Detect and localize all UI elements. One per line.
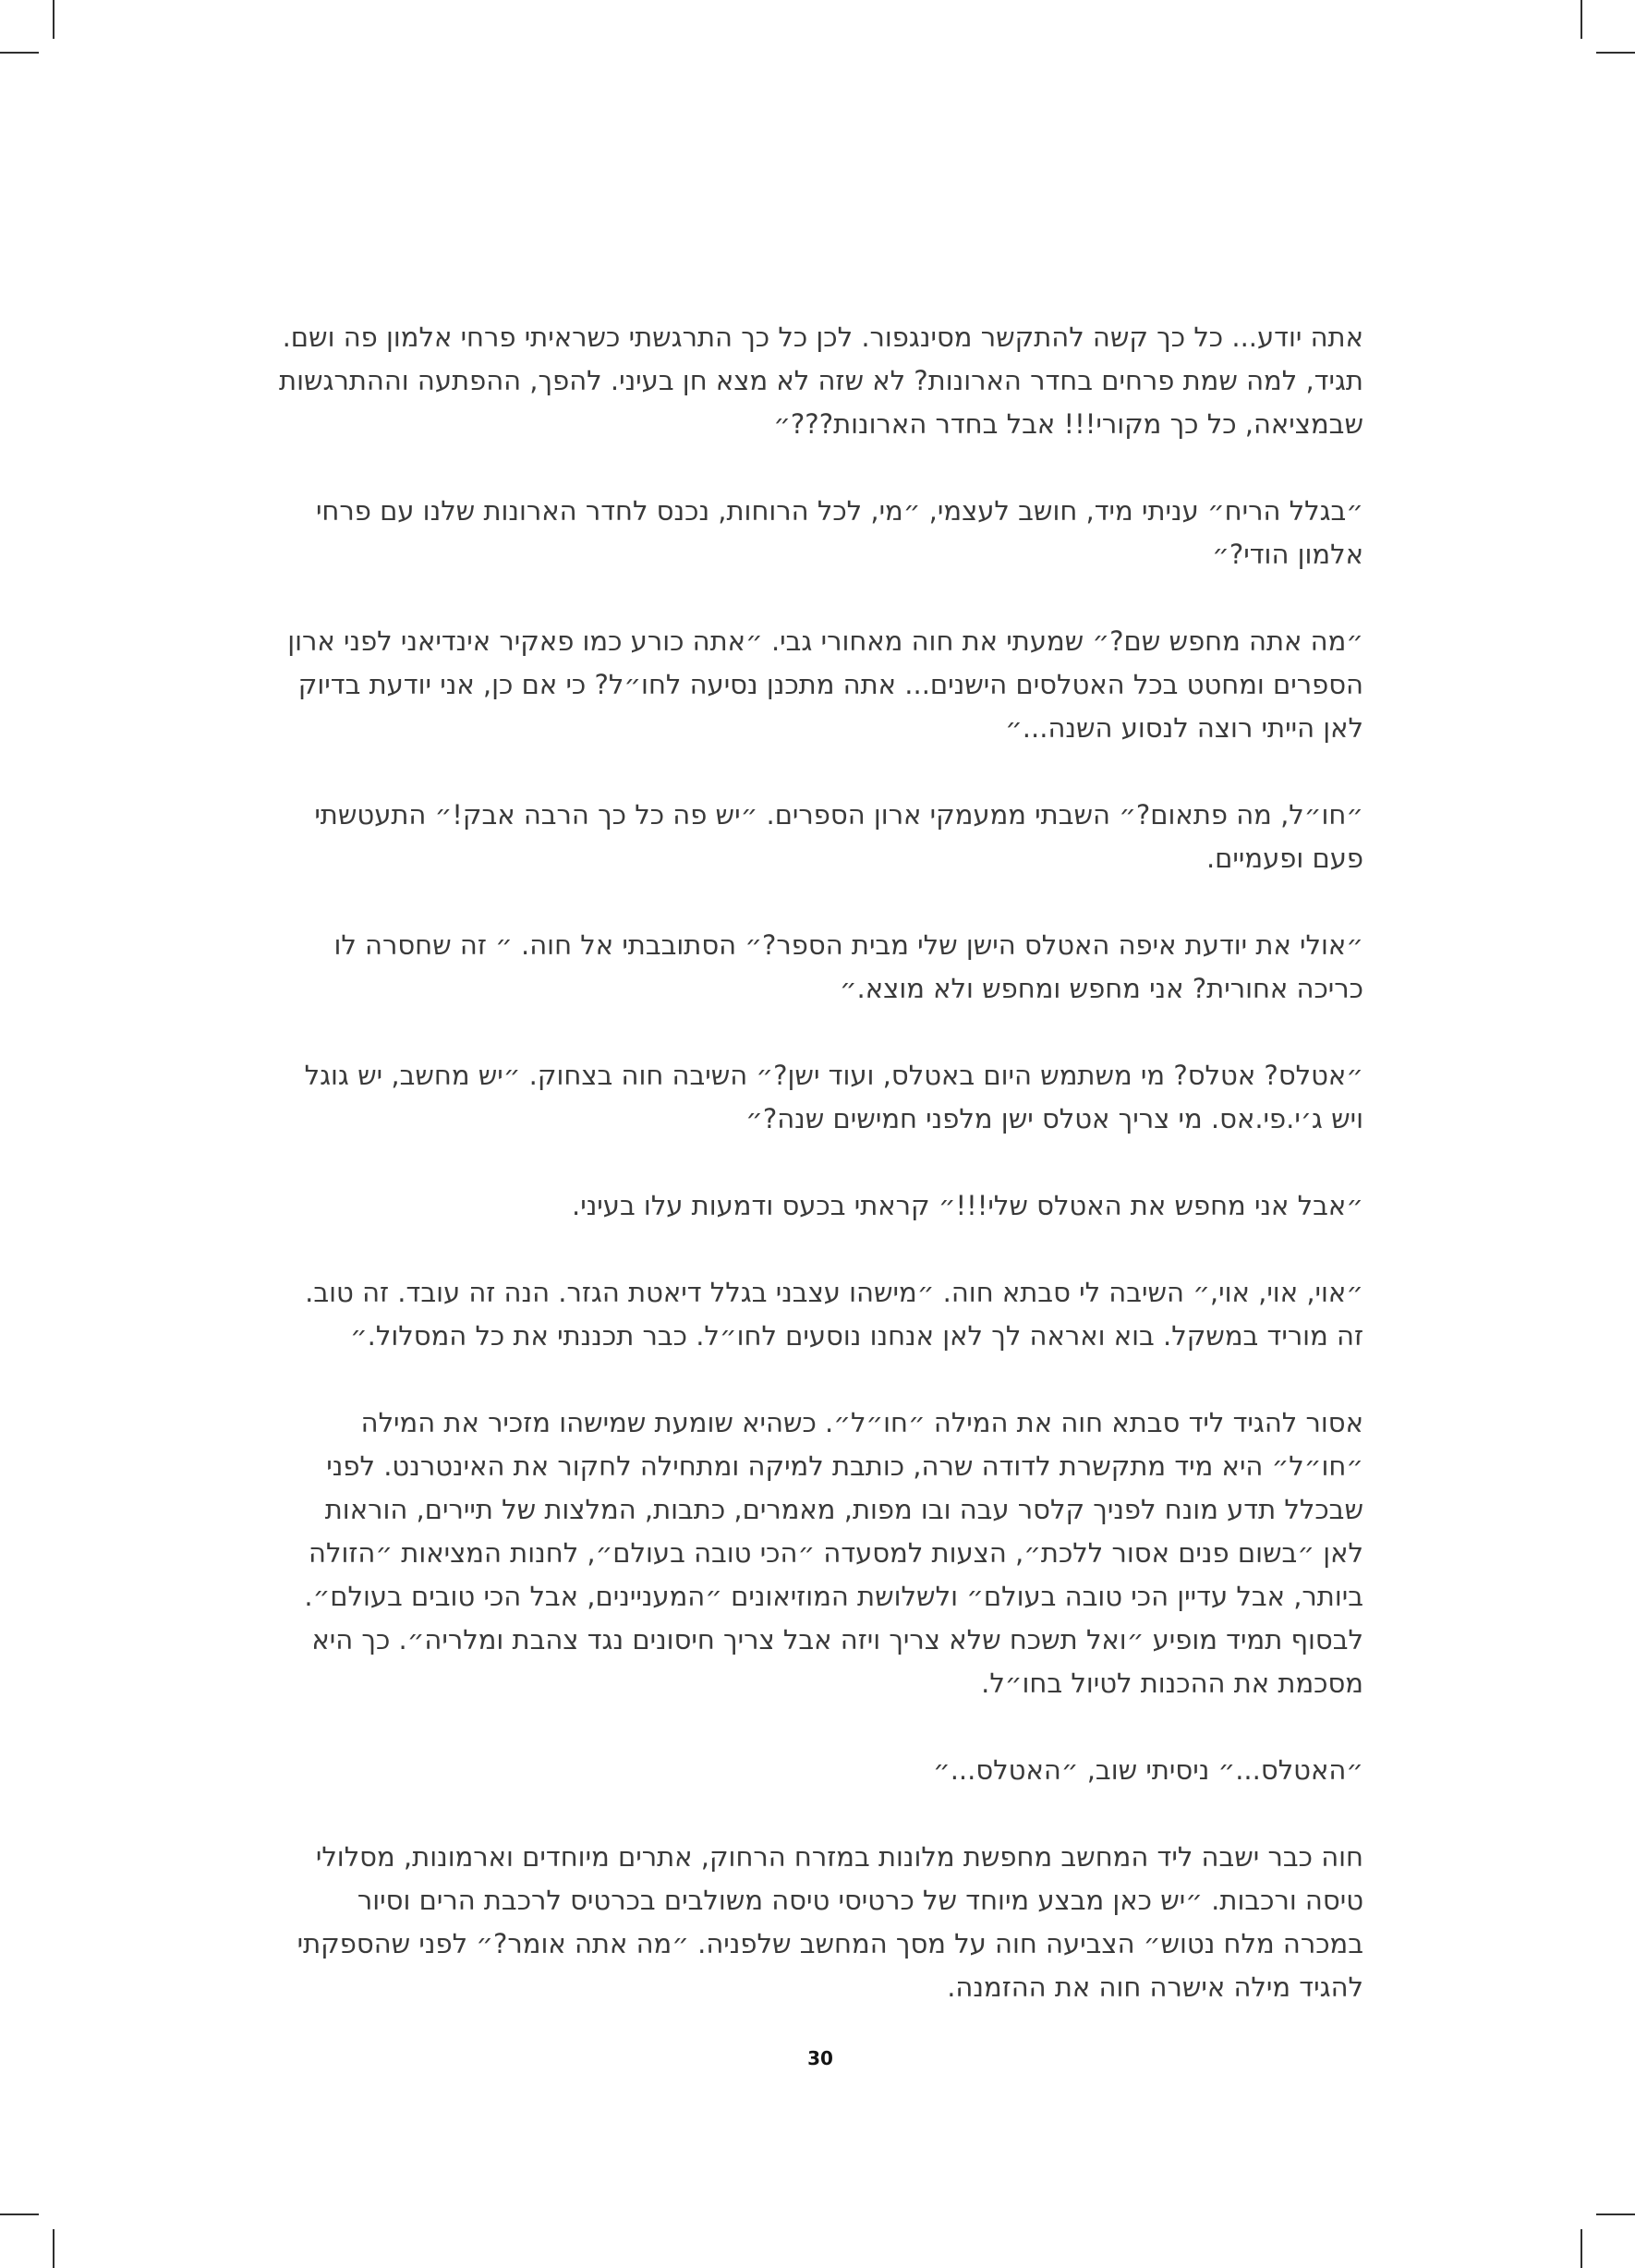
paragraph-8: ״אוי, אוי, אוי,״ השיבה לי סבתא חוה. ״מישהו עצבני בגלל דיאטת הגזר. הנה זה עובד. זה טוב. זה מוריד במשקל. בוא ואראה לך לאן אנחנו נוסעים לחו״ל. כבר תכננתי את כל המסלול.״ — [305, 1277, 1363, 1352]
page-number: 30 — [807, 2047, 833, 2069]
crop-mark-top-left-horizontal — [0, 52, 39, 54]
crop-mark-bottom-left-vertical — [53, 2229, 54, 2268]
paragraph-10: ״האטלס...״ ניסיתי שוב, ״האטלס...״ — [933, 1754, 1363, 1786]
paragraph-4: ״חו״ל, מה פתאום?״ השבתי ממעמקי ארון הספרים. ״יש פה כל כך הרבה אבק!״ התעטשתי פעם ופעמיים. — [314, 799, 1363, 874]
crop-mark-bottom-left-horizontal — [0, 2213, 39, 2215]
paragraph-5: ״אולי את יודעת איפה האטלס הישן שלי מבית הספר?״ הסתובבתי אל חוה. ״ זה שחסרה לו כריכה אחורית? אני מחפש ומחפש ולא מוצא.״ — [333, 929, 1363, 1004]
paragraph-3: ״מה אתה מחפש שם?״ שמעתי את חוה מאחורי גבי. ״אתה כורע כמו פאקיר אינדיאני לפני ארון הספרים ומחטט בכל האטלסים הישנים... אתה מתכנן נסיעה לחו״ל? כי אם כן, אני יודעת בדיוק לאן הייתי רוצה לנסוע השנה...״ — [287, 625, 1363, 744]
paragraph-7: ״אבל אני מחפש את האטלס שלי!!!״ קראתי בכעס ודמעות עלו בעיני. — [571, 1190, 1363, 1221]
paragraph-1: אתה יודע... כל כך קשה להתקשר מסינגפור. לכן כל כך התרגשתי כשראיתי פרחי אלמון פה ושם. תגיד, למה שמת פרחים בחדר הארונות? לא שזה לא מצא חן בעיני. להפך, ההפתעה וההתרגשות שבמציאה, כל כך מקורי!!! אבל בחדר הארונות???״ — [279, 321, 1363, 440]
crop-mark-bottom-right-vertical — [1580, 2229, 1582, 2268]
crop-mark-top-right-horizontal — [1596, 52, 1635, 54]
paragraph-11: חוה כבר ישבה ליד המחשב מחפשת מלונות במזרח הרחוק, אתרים מיוחדים וארמונות, מסלולי טיסה ורכבות. ״יש כאן מבצע מיוחד של כרטיסי טיסה משולבים בכרטיס לרכבת הרים וסיור במכרה מלח נטוש״ הצביעה חוה על מסך המחשב שלפניה. ״מה אתה אומר?״ לפני שהספקתי להגיד מילה אישרה חוה את ההזמנה. — [297, 1841, 1363, 2003]
paragraph-6: ״אטלס? אטלס? מי משתמש היום באטלס, ועוד ישן?״ השיבה חוה בצחוק. ״יש מחשב, יש גוגל ויש ג׳י.פי.אס. מי צריך אטלס ישן מלפני חמישים שנה?״ — [304, 1060, 1363, 1134]
crop-mark-top-right-vertical — [1580, 0, 1582, 39]
paragraph-9: אסור להגיד ליד סבתא חוה את המילה ״חו״ל״. כשהיא שומעת שמישהו מזכיר את המילה ״חו״ל״ היא מיד מתקשרת לדודה שרה, כותבת למיקה ומתחילה לחקור את האינטרנט. לפני שבכלל תדע מונח לפניך קלסר עבה ובו מפות, מאמרים, כתבות, המלצות של תיירים, הוראות לאן ״בשום פנים אסור ללכת״, הצעות למסעדה ״הכי טובה בעולם״, לחנות המציאות ״הזולה ביותר, אבל עדיין הכי טובה בעולם״ ולשלושת המוזיאונים ״המעניינים, אבל הכי טובים בעולם״. לבסוף תמיד מופיע ״ואל תשכח שלא צריך ויזה אבל צריך חיסונים נגד צהבת ומלריה״. כך היא מסכמת את ההכנות לטיול בחו״ל. — [304, 1407, 1363, 1699]
crop-mark-top-left-vertical — [53, 0, 54, 39]
paragraph-2: ״בגלל הריח״ עניתי מיד, חושב לעצמי, ״מי, לכל הרוחות, נכנס לחדר הארונות שלנו עם פרחי אלמון הודי?״ — [315, 495, 1363, 570]
text-block — [277, 316, 1363, 2053]
crop-mark-bottom-right-horizontal — [1596, 2213, 1635, 2215]
